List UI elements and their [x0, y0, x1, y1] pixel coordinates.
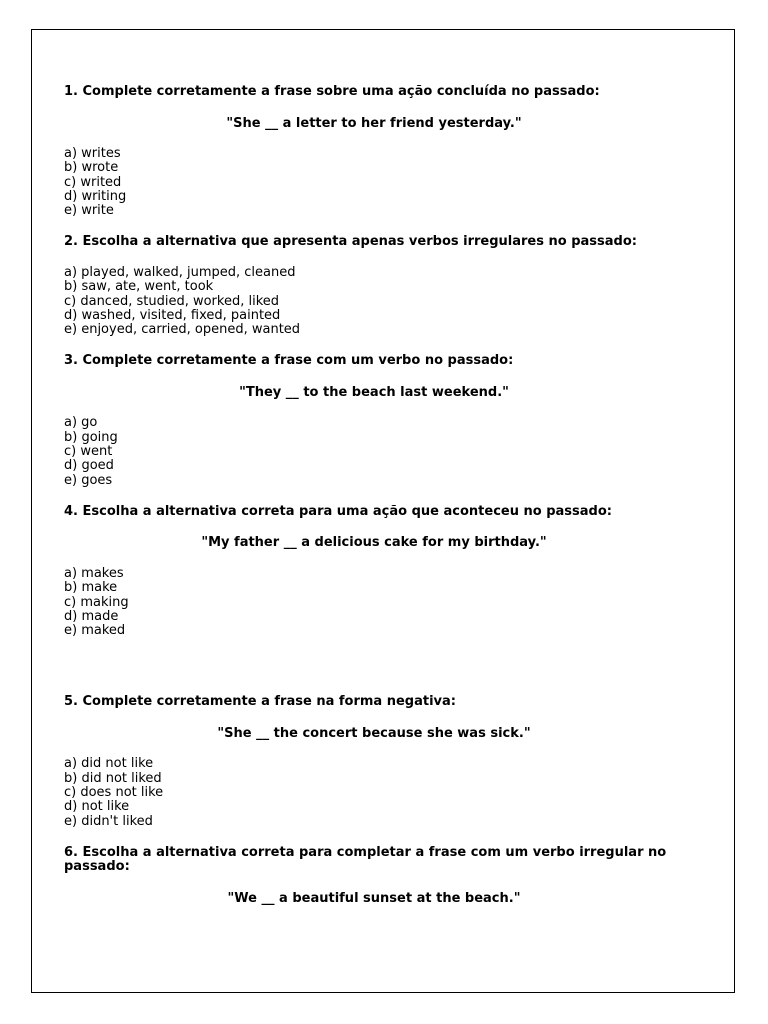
answer-option: d) writing: [64, 188, 127, 204]
answer-option: e) enjoyed, carried, opened, wanted: [64, 322, 301, 338]
answer-option: b) did not liked: [64, 770, 162, 786]
question-prompt: 4. Escolha a alternativa correta para uma ação que aconteceu no passado:: [64, 503, 612, 519]
question-sentence: "They __ to the beach last weekend.": [239, 384, 509, 400]
answer-option: c) went: [64, 444, 113, 460]
answer-option: b) going: [64, 429, 118, 445]
question-prompt: 2. Escolha a alternativa que apresenta apenas verbos irregulares no passado:: [64, 234, 637, 250]
answer-option: a) played, walked, jumped, cleaned: [64, 264, 296, 280]
answer-option: d) made: [64, 608, 119, 624]
question-prompt: 1. Complete corretamente a frase sobre uma ação concluída no passado:: [64, 84, 600, 99]
answer-option: e) write: [64, 203, 114, 219]
answer-option: c) danced, studied, worked, liked: [64, 293, 280, 309]
question-6: [64, 846, 684, 907]
answer-option: e) maked: [64, 623, 126, 639]
answer-options: [64, 266, 684, 337]
question-prompt: 3. Complete corretamente a frase com um verbo no passado:: [64, 353, 514, 369]
question-prompt: 6. Escolha a alternativa correta para completar a frase com um verbo irregular no passado:: [64, 844, 667, 875]
answer-option: b) make: [64, 580, 118, 596]
document-page: [31, 29, 735, 993]
answer-options: [64, 416, 684, 487]
document-content: [64, 85, 684, 923]
answer-options: [64, 147, 684, 218]
answer-option: a) did not like: [64, 756, 154, 772]
question-prompt: 5. Complete corretamente a frase na forma negativa:: [64, 694, 456, 710]
answer-options: [64, 757, 684, 828]
question-3: [64, 354, 684, 487]
answer-options: [64, 567, 684, 638]
answer-option: a) go: [64, 415, 98, 431]
answer-option: c) making: [64, 594, 129, 610]
answer-option: e) didn't liked: [64, 813, 153, 829]
answer-option: d) goed: [64, 458, 114, 474]
answer-option: e) goes: [64, 472, 113, 488]
question-sentence: "We __ a beautiful sunset at the beach.": [227, 890, 521, 906]
question-sentence: "My father __ a delicious cake for my birthday.": [201, 535, 547, 551]
answer-option: c) does not like: [64, 785, 164, 801]
answer-option: b) wrote: [64, 160, 119, 176]
question-sentence: "She __ a letter to her friend yesterday.": [226, 115, 522, 131]
answer-option: c) writed: [64, 174, 122, 190]
answer-option: d) washed, visited, fixed, painted: [64, 307, 281, 323]
question-sentence: "She __ the concert because she was sick.": [217, 725, 531, 741]
question-2: [64, 235, 684, 337]
answer-option: a) writes: [64, 146, 121, 161]
question-1: [64, 85, 684, 218]
answer-option: b) saw, ate, went, took: [64, 279, 214, 295]
question-4: [64, 505, 684, 638]
question-5: [64, 695, 684, 828]
answer-option: a) makes: [64, 565, 124, 581]
answer-option: d) not like: [64, 799, 130, 815]
